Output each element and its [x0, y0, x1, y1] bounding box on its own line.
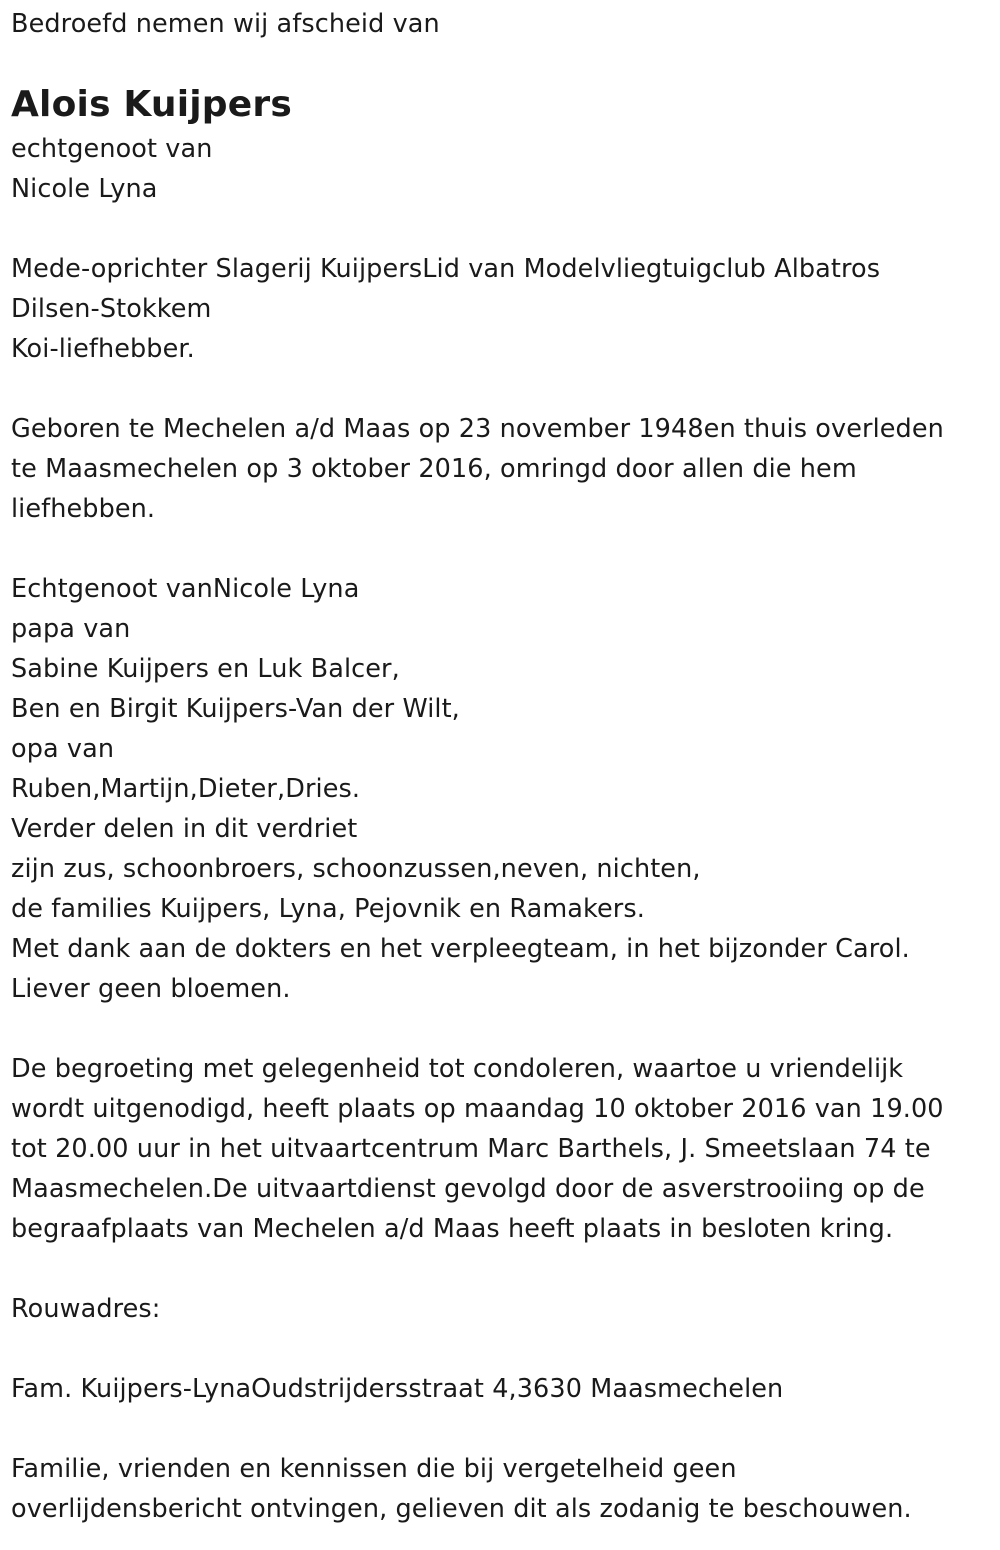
spouse-block [11, 129, 991, 209]
ceremony-line: De begroeting met gelegenheid tot condoleren, waartoe u vriendelijk [11, 1054, 904, 1084]
family-line: Sabine Kuijpers en Luk Balcer, [11, 654, 400, 684]
ceremony-block [11, 1049, 991, 1249]
activities-block [11, 249, 991, 369]
family-line: Liever geen bloemen. [11, 974, 291, 1004]
family-line: papa van [11, 614, 131, 644]
ceremony-line: tot 20.00 uur in het uitvaartcentrum Marc Barthels, J. Smeetslaan 74 te [11, 1134, 931, 1164]
family-line: opa van [11, 734, 115, 764]
ceremony-line: begraafplaats van Mechelen a/d Maas heeft plaats in besloten kring. [11, 1214, 894, 1244]
closing-block [11, 1449, 991, 1529]
family-line: zijn zus, schoonbroers, schoonzussen,neven, nichten, [11, 854, 701, 884]
closing-line: Familie, vrienden en kennissen die bij vergetelheid geen [11, 1454, 737, 1484]
address-label: Rouwadres: [11, 1294, 161, 1324]
spacer [11, 1329, 991, 1369]
family-line: Met dank aan de dokters en het verpleegteam, in het bijzonder Carol. [11, 934, 910, 964]
deceased-name: Alois Kuijpers [11, 84, 292, 125]
closing-line: overlijdensbericht ontvingen, gelieven dit als zodanig te beschouwen. [11, 1494, 912, 1524]
mourning-address: Fam. Kuijpers-LynaOudstrijdersstraat 4,3630 Maasmechelen [11, 1374, 784, 1404]
birth-death-line: liefhebben. [11, 494, 156, 524]
activity-line: Mede-oprichter Slagerij KuijpersLid van Modelvliegtuigclub Albatros [11, 254, 881, 284]
family-line: de families Kuijpers, Lyna, Pejovnik en Ramakers. [11, 894, 645, 924]
spacer [11, 1009, 991, 1049]
spacer [11, 369, 991, 409]
family-line: Ben en Birgit Kuijpers-Van der Wilt, [11, 694, 460, 724]
ceremony-line: wordt uitgenodigd, heeft plaats op maandag 10 oktober 2016 van 19.00 [11, 1094, 944, 1124]
birth-death-line: te Maasmechelen op 3 oktober 2016, omringd door allen die hem [11, 454, 857, 484]
ceremony-line: Maasmechelen.De uitvaartdienst gevolgd door de asverstrooiing op de [11, 1174, 925, 1204]
spouse-line: echtgenoot van [11, 134, 213, 164]
activity-line: Koi-liefhebber. [11, 334, 195, 364]
spouse-line: Nicole Lyna [11, 174, 158, 204]
spacer [11, 1409, 991, 1449]
family-line: Verder delen in dit verdriet [11, 814, 358, 844]
activity-line: Dilsen-Stokkem [11, 294, 212, 324]
spacer [11, 209, 991, 249]
birth-death-block [11, 409, 991, 529]
spacer [11, 529, 991, 569]
birth-death-line: Geboren te Mechelen a/d Maas op 23 november 1948en thuis overleden [11, 414, 944, 444]
spacer [11, 1249, 991, 1289]
intro-text: Bedroefd nemen wij afscheid van [11, 9, 440, 39]
family-line: Ruben,Martijn,Dieter,Dries. [11, 774, 361, 804]
family-line: Echtgenoot vanNicole Lyna [11, 574, 360, 604]
family-block [11, 569, 991, 1009]
death-notice [11, 4, 991, 1529]
